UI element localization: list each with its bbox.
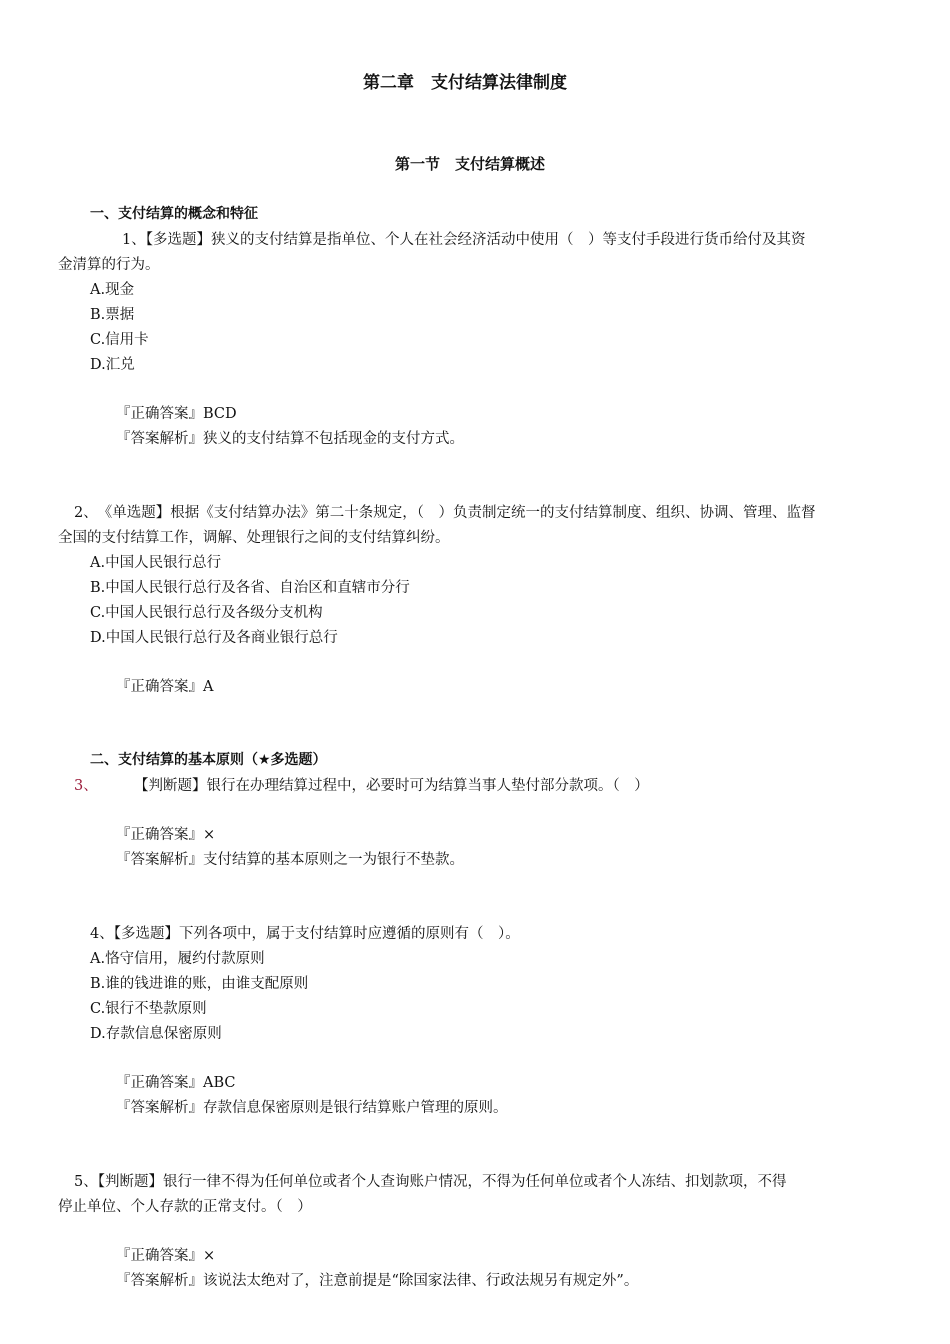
q2-stem-line1: 2、 《单选题】根据《支付结算办法》第二十条规定，（ ）负责制定统一的支付结算制度、组织、协调、管理、监督	[74, 505, 816, 521]
q1-stem-line2: 金清算的行为。	[58, 257, 160, 273]
q3-stem: 【判断题】银行在办理结算过程中，必要时可为结算当事人垫付部分款项。（ ）	[134, 778, 649, 794]
q4-answer: 『正确答案』ABC	[116, 1075, 236, 1091]
q2-option-c: C.中国人民银行总行及各级分支机构	[90, 605, 323, 621]
q3-number: 3、	[74, 778, 98, 794]
q3-analysis: 『答案解析』支付结算的基本原则之一为银行不垫款。	[116, 852, 464, 868]
q4-option-c: C.银行不垫款原则	[90, 1001, 207, 1017]
q4-option-b: B.谁的钱进谁的账，由谁支配原则	[90, 976, 309, 992]
q4-stem: 4、【多选题】下列各项中，属于支付结算时应遵循的原则有（ ）。	[90, 926, 520, 942]
section-title: 第一节 支付结算概述	[394, 155, 545, 173]
q4-option-a: A.恪守信用，履约付款原则	[90, 951, 265, 967]
heading-principles: 二、支付结算的基本原则（★多选题）	[90, 752, 327, 768]
q1-analysis: 『答案解析』狭义的支付结算不包括现金的支付方式。	[116, 431, 464, 447]
q5-analysis: 『答案解析』该说法太绝对了，注意前提是“除国家法律、行政法规另有规定外”。	[116, 1273, 639, 1289]
q5-stem-line2: 停止单位、个人存款的正常支付。（ ）	[58, 1199, 312, 1215]
q2-option-d: D.中国人民银行总行及各商业银行总行	[90, 630, 338, 646]
q2-option-b: B.中国人民银行总行及各省、自治区和直辖市分行	[90, 580, 410, 596]
q4-analysis: 『答案解析』存款信息保密原则是银行结算账户管理的原则。	[116, 1100, 508, 1116]
q4-option-d: D.存款信息保密原则	[90, 1026, 222, 1042]
q1-answer: 『正确答案』BCD	[116, 406, 237, 422]
q5-answer: 『正确答案』×	[116, 1248, 216, 1264]
q1-option-a: A.现金	[90, 282, 135, 298]
q2-answer: 『正确答案』A	[116, 679, 214, 695]
heading-concept: 一、支付结算的概念和特征	[90, 206, 258, 222]
q2-stem-line2: 全国的支付结算工作，调解、处理银行之间的支付结算纠纷。	[58, 530, 450, 546]
q1-stem-line1: 1、【多选题】狭义的支付结算是指单位、个人在社会经济活动中使用（ ）等支付手段进行货币给付及其资	[122, 232, 806, 248]
q1-option-b: B.票据	[90, 307, 135, 323]
q2-option-a: A.中国人民银行总行	[90, 555, 222, 571]
q1-option-d: D.汇兑	[90, 357, 135, 373]
q5-stem-line1: 5、【判断题】银行一律不得为任何单位或者个人查询账户情况，不得为任何单位或者个人冻结、扣划款项，不得	[74, 1174, 787, 1190]
q3-answer: 『正确答案』×	[116, 827, 216, 843]
chapter-title: 第二章 支付结算法律制度	[363, 73, 567, 93]
q1-option-c: C.信用卡	[90, 332, 149, 348]
